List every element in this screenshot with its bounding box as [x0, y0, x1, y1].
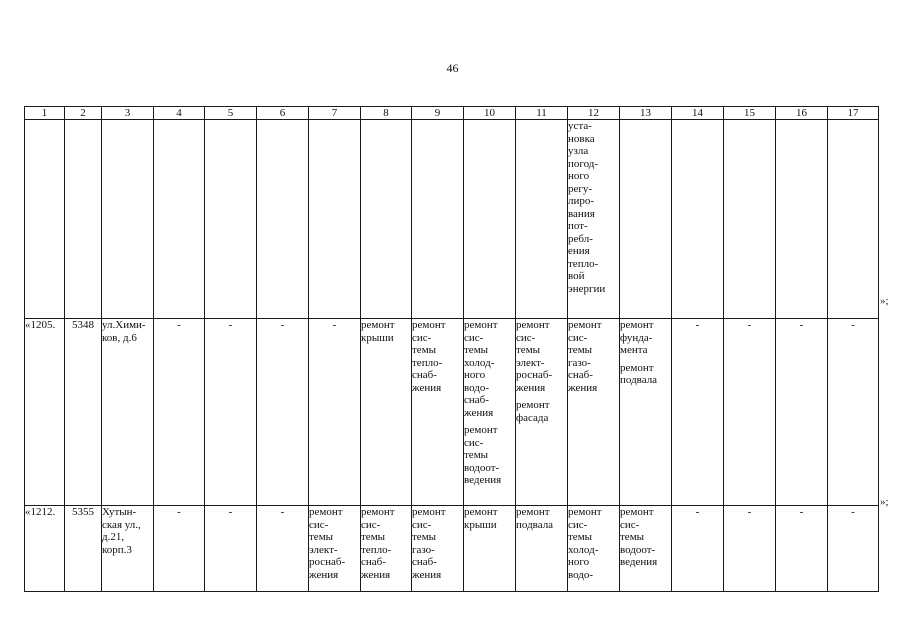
cell-text-line: темы — [620, 531, 645, 543]
work-cell — [309, 506, 361, 592]
table-cell — [154, 120, 205, 319]
table-cell — [25, 120, 65, 319]
cell-text-line: сис- — [309, 518, 329, 531]
cell-text-line: газо- — [412, 543, 435, 556]
column-number: 14 — [672, 107, 724, 120]
table-cell — [102, 120, 154, 319]
cell-text-line: тепло- — [412, 356, 443, 369]
cell-text-line: сис- — [361, 518, 381, 531]
cell-text-line: крыши — [361, 331, 394, 344]
cell-text-line: снаб- — [464, 394, 489, 406]
table-cell — [257, 120, 309, 319]
work-item — [464, 319, 515, 419]
cell-text-line: темы — [361, 531, 386, 543]
cell-text-line: вания — [568, 207, 595, 220]
empty-dash: - — [257, 506, 309, 592]
cell-text-line: сис- — [620, 518, 640, 531]
cell-text-line: сис- — [568, 331, 588, 344]
cell-text-line: ремонт — [568, 319, 602, 331]
cell-text-line: сис- — [568, 518, 588, 531]
cell-text-line: темы — [464, 449, 489, 461]
table-cell — [205, 120, 257, 319]
table-row — [25, 506, 879, 592]
work-cell — [568, 120, 620, 319]
empty-dash: - — [724, 319, 776, 506]
cell-text-line: регу- — [568, 182, 593, 195]
cell-text-line: сис- — [412, 518, 432, 531]
cell-text-line: ведения — [620, 556, 658, 568]
column-number: 2 — [65, 107, 102, 120]
empty-dash: - — [154, 319, 205, 506]
work-cell — [620, 319, 672, 506]
cell-text-line: энергии — [568, 282, 606, 295]
cell-text-line: ребл- — [568, 232, 593, 245]
cell-text-line: ремонт — [568, 506, 602, 518]
closing-quote: »; — [880, 295, 889, 307]
empty-dash: - — [776, 319, 828, 506]
cell-text-line: новка — [568, 132, 595, 145]
cell-text-line: Хутын- — [102, 506, 137, 518]
empty-dash: - — [828, 319, 879, 506]
cell-text-line: снаб- — [361, 556, 386, 568]
work-item — [412, 319, 463, 394]
cell-text-line: водоот- — [464, 461, 500, 474]
cell-text-line: снаб- — [412, 556, 437, 568]
cell-text-line: тепло- — [568, 257, 599, 270]
cell-text-line: ного — [568, 170, 590, 182]
cell-text-line: ремонт — [309, 506, 343, 518]
cell-text-line: холод- — [568, 543, 599, 556]
closing-quote: »; — [880, 496, 889, 508]
house-code: 5348 — [65, 319, 102, 506]
empty-dash: - — [257, 319, 309, 506]
work-cell — [361, 319, 412, 506]
cell-text-line: газо- — [568, 356, 591, 369]
cell-text-line: ремонт — [516, 319, 550, 331]
cell-text-line: темы — [464, 344, 489, 356]
empty-dash: - — [828, 506, 879, 592]
work-item — [464, 424, 515, 487]
cell-text-line: ремонт — [620, 506, 654, 518]
work-item — [620, 362, 671, 387]
cell-text-line: сис- — [464, 436, 484, 449]
work-cell — [516, 506, 568, 592]
table-cell — [724, 120, 776, 319]
cell-text-line: снаб- — [412, 369, 437, 381]
cell-text-line: сис- — [412, 331, 432, 344]
work-item — [309, 506, 360, 581]
cell-text-line: элект- — [516, 356, 545, 369]
cell-text-line: жения — [464, 406, 494, 419]
work-cell — [568, 506, 620, 592]
empty-dash: - — [724, 506, 776, 592]
work-cell — [361, 506, 412, 592]
cell-text-line: вой — [568, 270, 585, 282]
cell-text-line: фасада — [516, 411, 549, 424]
cell-text-line: тепло- — [361, 543, 392, 556]
table-cell — [464, 120, 516, 319]
column-number: 4 — [154, 107, 205, 120]
work-item — [568, 319, 619, 394]
cell-text-line: темы — [412, 531, 437, 543]
cell-text-line: корп.3 — [102, 543, 132, 556]
column-number: 1 — [25, 107, 65, 120]
cell-text-line: ремонт — [361, 319, 395, 331]
cell-text-line: лиро- — [568, 195, 595, 207]
cell-text-line: ремонт — [620, 319, 654, 331]
table-cell — [65, 120, 102, 319]
column-number: 3 — [102, 107, 154, 120]
work-cell — [412, 506, 464, 592]
table-cell — [776, 120, 828, 319]
cell-text-line: д.21, — [102, 531, 125, 543]
column-number: 9 — [412, 107, 464, 120]
table-row — [25, 319, 879, 506]
column-number: 13 — [620, 107, 672, 120]
work-item — [568, 506, 619, 581]
cell-text-line: снаб- — [568, 369, 593, 381]
work-item — [516, 506, 567, 531]
address-cell — [102, 319, 154, 506]
cell-text-line: ремонт — [620, 361, 654, 374]
work-item — [620, 319, 671, 357]
work-item — [412, 506, 463, 581]
table-cell — [672, 120, 724, 319]
cell-text-line: жения — [309, 568, 339, 581]
work-cell — [464, 506, 516, 592]
cell-text-line: холод- — [464, 356, 495, 369]
cell-text-line: водо- — [568, 568, 594, 581]
work-item — [516, 319, 567, 394]
work-item — [620, 506, 671, 569]
cell-text-line: элект- — [309, 543, 338, 556]
empty-dash: - — [672, 506, 724, 592]
work-cell — [516, 319, 568, 506]
column-number: 11 — [516, 107, 568, 120]
cell-text-line: ремонт — [464, 506, 498, 518]
table-cell — [516, 120, 568, 319]
cell-text-line: темы — [309, 531, 334, 543]
work-cell — [568, 319, 620, 506]
cell-text-line: ул.Хими- — [102, 319, 146, 331]
work-cell — [464, 319, 516, 506]
cell-text-line: жения — [516, 381, 546, 394]
column-number: 15 — [724, 107, 776, 120]
cell-text-line: ного — [568, 556, 590, 568]
cell-text-line: сис- — [516, 331, 536, 344]
column-number: 5 — [205, 107, 257, 120]
row-number: «1205. — [25, 319, 65, 506]
empty-dash: - — [205, 506, 257, 592]
cell-text-line: узла — [568, 145, 589, 157]
column-number: 8 — [361, 107, 412, 120]
cell-text-line: погод- — [568, 157, 599, 170]
cell-text-line: крыши — [464, 518, 497, 531]
cell-text-line: водо- — [464, 381, 490, 394]
cell-text-line: жения — [412, 568, 442, 581]
cell-text-line: ская ул., — [102, 518, 141, 531]
cell-text-line: ремонт — [412, 506, 446, 518]
column-number: 10 — [464, 107, 516, 120]
cell-text-line: роснаб- — [309, 556, 346, 568]
works-table — [24, 106, 879, 592]
table-cell — [309, 120, 361, 319]
table-cell — [361, 120, 412, 319]
cell-text-line: темы — [516, 344, 541, 356]
empty-dash: - — [672, 319, 724, 506]
work-item — [516, 399, 567, 424]
cell-text-line: темы — [568, 531, 593, 543]
cell-text-line: роснаб- — [516, 369, 553, 381]
cell-text-line: ремонт — [516, 506, 550, 518]
work-cell — [620, 506, 672, 592]
cell-text-line: подвала — [620, 374, 658, 386]
empty-dash: - — [154, 506, 205, 592]
cell-text-line: фунда- — [620, 331, 653, 344]
cell-text-line: ведения — [464, 474, 502, 486]
address-cell — [102, 506, 154, 592]
cell-text-line: сис- — [464, 331, 484, 344]
cell-text-line: ения — [568, 245, 590, 257]
column-number: 6 — [257, 107, 309, 120]
work-item — [464, 506, 515, 531]
empty-dash: - — [205, 319, 257, 506]
cell-text-line: пот- — [568, 220, 588, 232]
row-number: «1212. — [25, 506, 65, 592]
cell-text-line: ремонт — [516, 399, 550, 411]
cell-text-line: ремонт — [361, 506, 395, 518]
column-number: 7 — [309, 107, 361, 120]
work-cell — [412, 319, 464, 506]
cell-text-line: жения — [361, 568, 391, 581]
table-cell — [620, 120, 672, 319]
empty-dash: - — [776, 506, 828, 592]
house-code: 5355 — [65, 506, 102, 592]
table-cell — [828, 120, 879, 319]
empty-dash: - — [309, 319, 361, 506]
table-cell — [412, 120, 464, 319]
column-number: 12 — [568, 107, 620, 120]
cell-text-line: ремонт — [412, 319, 446, 331]
work-item — [361, 319, 411, 344]
header-row — [25, 107, 879, 120]
cell-text-line: ремонт — [464, 319, 498, 331]
column-number: 16 — [776, 107, 828, 120]
cell-text-line: жения — [412, 381, 442, 394]
cell-text-line: ремонт — [464, 424, 498, 436]
cell-text-line: ков, д.6 — [102, 331, 137, 344]
cell-text-line: темы — [412, 344, 437, 356]
cell-text-line: жения — [568, 381, 598, 394]
cell-text-line: уста- — [568, 120, 592, 132]
cell-text-line: темы — [568, 344, 593, 356]
cell-text-line: мента — [620, 344, 648, 356]
cell-text-line: водоот- — [620, 543, 656, 556]
work-item — [361, 506, 411, 581]
page-number: 46 — [446, 61, 459, 75]
cell-text-line: подвала — [516, 518, 554, 531]
cell-text-line: ного — [464, 369, 486, 381]
column-number: 17 — [828, 107, 879, 120]
table-row — [25, 120, 879, 319]
